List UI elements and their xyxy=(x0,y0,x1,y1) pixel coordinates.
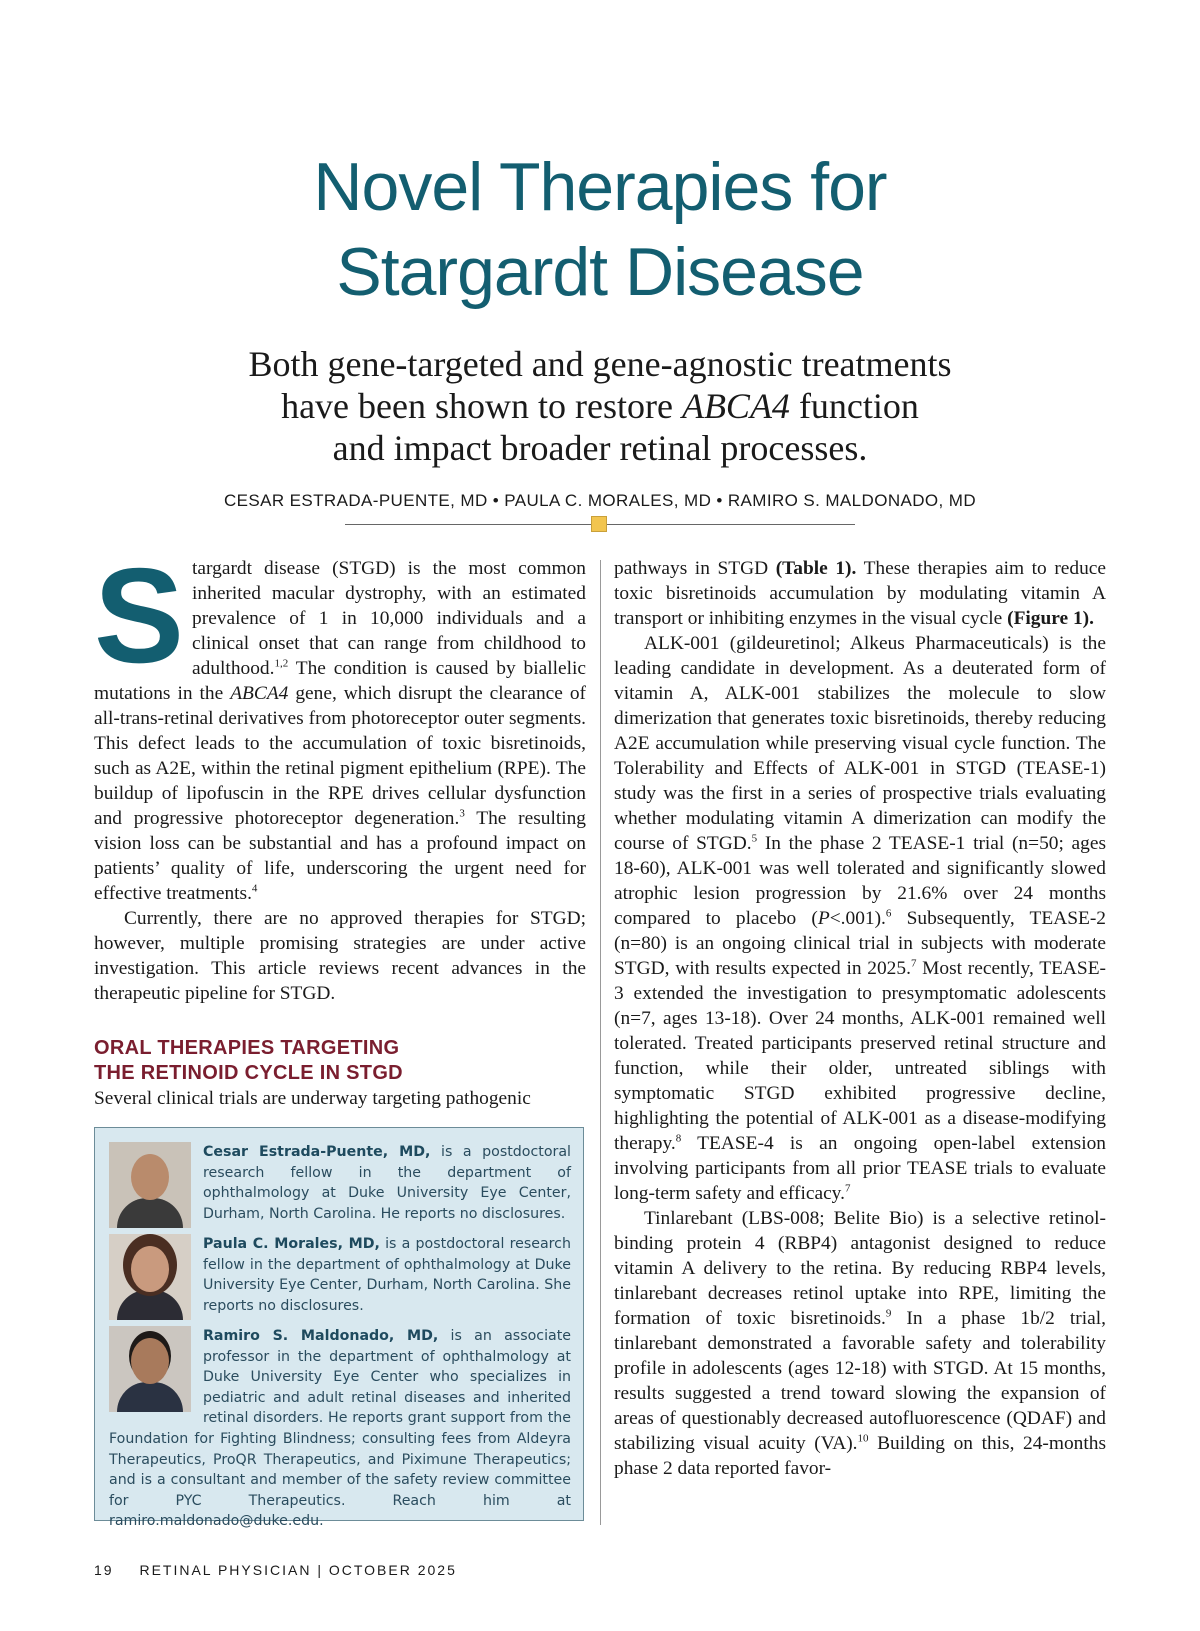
paragraph-section-start: Several clinical trials are underway targeting pathogenic xyxy=(94,1088,531,1109)
author-bio-2 xyxy=(109,1234,571,1316)
deck-line-2-post: function xyxy=(789,386,919,426)
deck-line-3: and impact broader retinal processes. xyxy=(332,428,868,468)
alk-text-f: TEASE-4 is an ongoing open-label extension involving participants from all prior TEASE trials to evaluate long-term safety and efficacy. xyxy=(614,1133,1106,1204)
author-1-text: is a postdoctoral research fellow in the department of ophthalmology at Duke University Eye Center, Durham, North Carolina. He reports no disclosures. xyxy=(203,1144,571,1222)
alk-text-d: Subsequently, TEASE-2 (n=80) is an ongoing clinical trial in subjects with moderate STGD, with results expected in 2025. xyxy=(614,908,1106,979)
paragraph-tinlarebant xyxy=(614,1206,1106,1481)
intro-text-d: The resulting vision loss can be substantial and has a profound impact on patients’ quality of life, underscoring the urgent need for effective treatments. xyxy=(94,808,586,904)
section-heading xyxy=(94,1036,586,1086)
author-bio-1 xyxy=(109,1142,571,1224)
citation: 3 xyxy=(459,807,465,820)
right-column xyxy=(614,556,1106,1481)
author-photo-3 xyxy=(109,1326,191,1412)
paragraph-current: Currently, there are no approved therapies for STGD; however, multiple promising strategies are under active investigation. This article reviews recent advances in the therapeutic pipeline for STGD. xyxy=(94,908,586,1004)
column-rule xyxy=(600,560,601,1525)
page-number: 19 xyxy=(94,1562,114,1578)
page-footer xyxy=(94,1562,477,1578)
intro-text-b: The condition is caused by biallelic mutations in the xyxy=(94,658,586,704)
citation: 1,2 xyxy=(274,657,289,670)
citation: 5 xyxy=(751,832,758,845)
paragraph-intro xyxy=(94,540,586,906)
citation: 6 xyxy=(885,907,892,920)
citation: 10 xyxy=(857,1432,869,1445)
gene-name: ABCA4 xyxy=(230,683,289,704)
figure-reference: (Figure 1). xyxy=(1007,608,1094,629)
pathways-text-a: pathways in STGD xyxy=(614,558,776,579)
citation: 7 xyxy=(910,957,917,970)
author-photo-1 xyxy=(109,1142,191,1228)
citation: 8 xyxy=(675,1132,682,1145)
alk-text-b: In the phase 2 TEASE-1 trial (n=50; ages 18-60), ALK-001 was well tolerated and significantly slowed atrophic lesion progression by 21.6% over 24 months compared to placebo ( xyxy=(614,833,1106,929)
author-2-text: is a postdoctoral research fellow in the department of ophthalmology at Duke University Eye Center, Durham, North Carolina. She reports no disclosures. xyxy=(203,1236,571,1314)
alk-text-a: ALK-001 (gildeuretinol; Alkeus Pharmaceuticals) is the leading candidate in development. As a deuterated form of vitamin A, ALK-001 stabilizes the molecule to slow dimerization that generates toxic bisretinoids, thereby reducing A2E accumulation while preserving visual cycle function. The Tolerability and Effects of ALK-001 in STGD (TEASE-1) study was the first in a series of prospective trials evaluating whether modulating vitamin A dimerization can modify the course of STGD. xyxy=(614,633,1106,854)
author-byline: CESAR ESTRADA-PUENTE, MD • PAULA C. MORALES, MD • RAMIRO S. MALDONADO, MD xyxy=(223,491,977,510)
author-1-name: Cesar Estrada-Puente, MD, xyxy=(203,1144,431,1160)
p-value-symbol: P xyxy=(817,908,830,929)
tin-text-a: Tinlarebant (LBS-008; Belite Bio) is a selective retinol-binding protein 4 (RBP4) antagonist designed to reduce vitamin A delivery to the retina. By reducing RBP4 levels, tinlarebant decreases retinol uptake into RPE, limiting the formation of toxic bisretinoids. xyxy=(614,1208,1106,1329)
author-2-name: Paula C. Morales, MD, xyxy=(203,1236,380,1252)
deck-line-1: Both gene-targeted and gene-agnostic treatments xyxy=(248,344,952,384)
tin-text-b: In a phase 1b/2 trial, tinlarebant demonstrated a favorable safety and tolerability profile in adolescents (ages 12-18) with STGD. At 15 months, results suggested a trend toward slowing the expansion of areas of questionably decreased autofluorescence (QDAF) and stabilizing visual acuity (VA). xyxy=(614,1308,1106,1454)
citation: 7 xyxy=(844,1182,851,1195)
citation: 4 xyxy=(251,882,258,895)
drop-cap: S xyxy=(94,540,185,691)
page-title xyxy=(0,145,1200,315)
divider-ornament xyxy=(591,516,607,532)
publication-name: RETINAL PHYSICIAN | OCTOBER 2025 xyxy=(139,1562,457,1578)
pathways-text-b: These therapies aim to reduce toxic bisretinoids accumulation by modulating vitamin A transport or inhibiting enzymes in the visual cycle xyxy=(614,558,1106,629)
citation: 9 xyxy=(885,1307,892,1320)
alk-text-c: <.001). xyxy=(829,908,886,929)
tin-text-c: Building on this, 24-months phase 2 data reported favor- xyxy=(614,1433,1106,1479)
author-3-text: is an associate professor in the department of ophthalmology at Duke University Eye Center who specializes in pediatric and adult retinal diseases and inherited retinal disorders. He reports grant support from the Foundation for Fighting Blindness; consulting fees from Aldeyra Therapeutics, ProQR Therapeutics, and Piximune Therapeutics; and is a consultant and member of the safety review committee for PYC Therapeutics. Reach him at ramiro.maldonado@duke.edu. xyxy=(109,1328,571,1530)
section-heading-line-1: ORAL THERAPIES TARGETING xyxy=(94,1037,400,1059)
title-line-2: Stargardt Disease xyxy=(336,234,864,310)
paragraph-pathways xyxy=(614,556,1106,631)
left-column xyxy=(94,540,586,1111)
table-reference: (Table 1). xyxy=(775,558,857,579)
author-bio-3 xyxy=(109,1326,571,1532)
paragraph-alk001 xyxy=(614,631,1106,1206)
author-photo-2 xyxy=(109,1234,191,1320)
alk-text-e: Most recently, TEASE-3 extended the investigation to presymptomatic adolescents (n=7, ages 13-18). Over 24 months, ALK-001 remained well tolerated. Treated participants preserved retinal structure and function, while their older, untreated siblings with symptomatic STGD exhibited progressive decline, highlighting the potential of ALK-001 as a disease-modifying therapy. xyxy=(614,958,1107,1154)
author-bio-box xyxy=(94,1127,584,1530)
intro-text-c: gene, which disrupt the clearance of all-trans-retinal derivatives from photoreceptor outer segments. This defect leads to the accumulation of toxic bisretinoids, such as A2E, within the retinal pigment epithelium (RPE). The buildup of lipofuscin in the RPE drives cellular dysfunction and progressive photoreceptor degeneration. xyxy=(94,683,586,829)
deck-gene-name: ABCA4 xyxy=(681,386,790,426)
title-block xyxy=(0,145,1200,511)
intro-text-a: targardt disease (STGD) is the most common inherited macular dystrophy, with an estimated prevalence of 1 in 10,000 individuals and a clinical onset that can range from childhood to adulthood. xyxy=(192,558,586,679)
deck-line-2-pre: have been shown to restore xyxy=(281,386,682,426)
article-deck xyxy=(0,343,1200,469)
section-heading-line-2: THE RETINOID CYCLE IN STGD xyxy=(94,1062,403,1084)
author-3-name: Ramiro S. Maldonado, MD, xyxy=(203,1328,439,1344)
title-line-1: Novel Therapies for xyxy=(313,149,887,225)
